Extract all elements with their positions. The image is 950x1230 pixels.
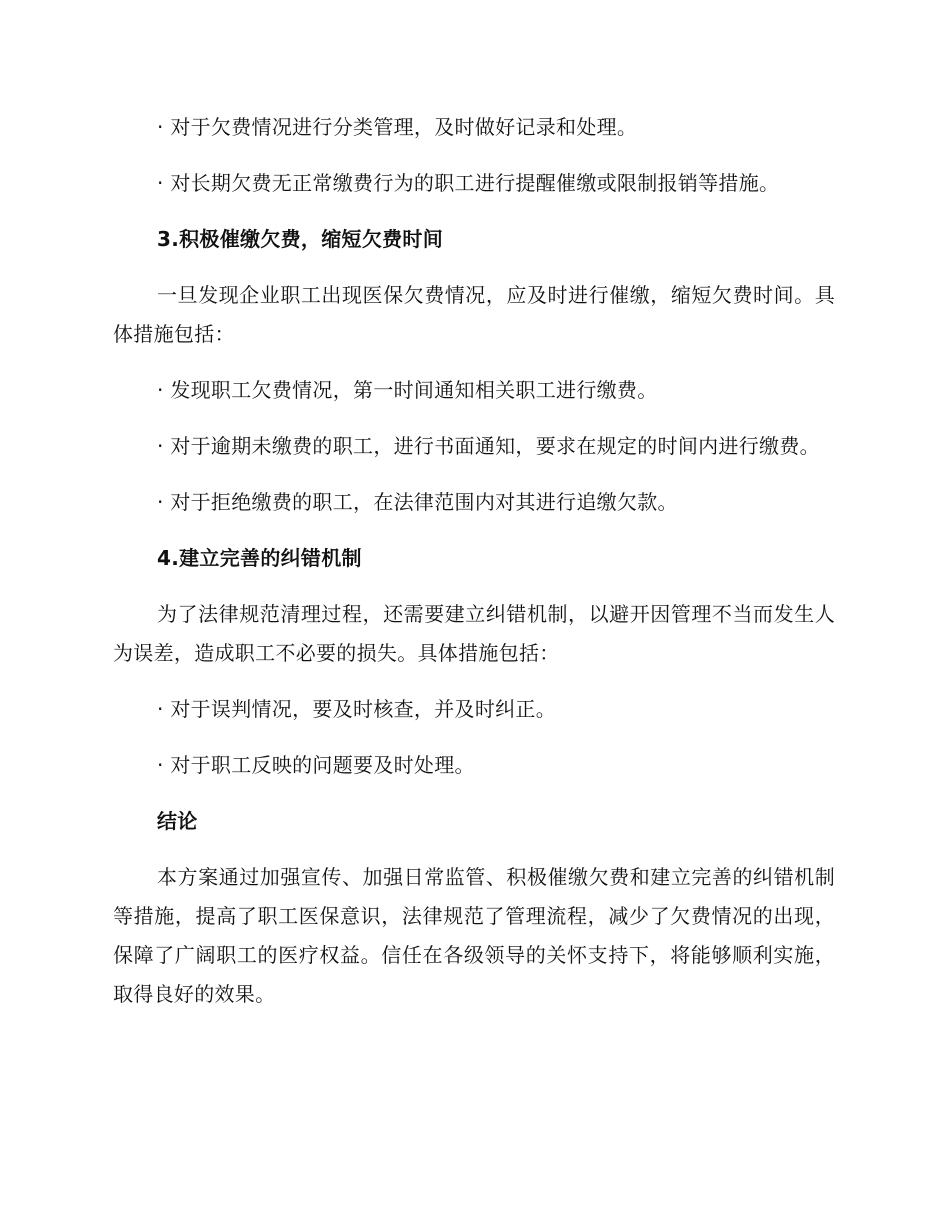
section-heading: 4.建立完善的纠错机制 (157, 546, 362, 570)
bullet-item: · 对于拒绝缴费的职工，在法律范围内对其进行追缴欠款。 (157, 490, 678, 514)
bullet-item: · 对于误判情况，要及时核查，并及时纠正。 (157, 697, 557, 721)
section-heading: 结论 (157, 809, 198, 833)
bullet-item: · 对于逾期未缴费的职工，进行书面通知，要求在规定的时间内进行缴费。 (157, 434, 820, 458)
bullet-item: · 发现职工欠费情况，第一时间通知相关职工进行缴费。 (157, 378, 658, 402)
section-heading: 3.积极催缴欠费，缩短欠费时间 (157, 227, 444, 251)
body-paragraph: 为了法律规范清理过程，还需要建立纠错机制，以避开因管理不当而发生人为误差，造成职工不必要的损失。具体措施包括： (113, 602, 835, 665)
document-body (113, 108, 835, 1031)
body-paragraph: 本方案通过加强宣传、加强日常监管、积极催缴欠费和建立完善的纠错机制等措施，提高了职工医保意识，法律规范了管理流程，减少了欠费情况的出现，保障了广阔职工的医疗权益。信任在各级领导的关怀支持下，将能够顺利实施，取得良好的效果。 (113, 865, 835, 1006)
body-paragraph: 一旦发现企业职工出现医保欠费情况，应及时进行催缴，缩短欠费时间。具体措施包括： (113, 283, 835, 346)
bullet-item: · 对于欠费情况进行分类管理，及时做好记录和处理。 (157, 115, 638, 139)
bullet-item: · 对长期欠费无正常缴费行为的职工进行提醒催缴或限制报销等措施。 (157, 171, 780, 195)
bullet-item: · 对于职工反映的问题要及时处理。 (157, 753, 475, 777)
